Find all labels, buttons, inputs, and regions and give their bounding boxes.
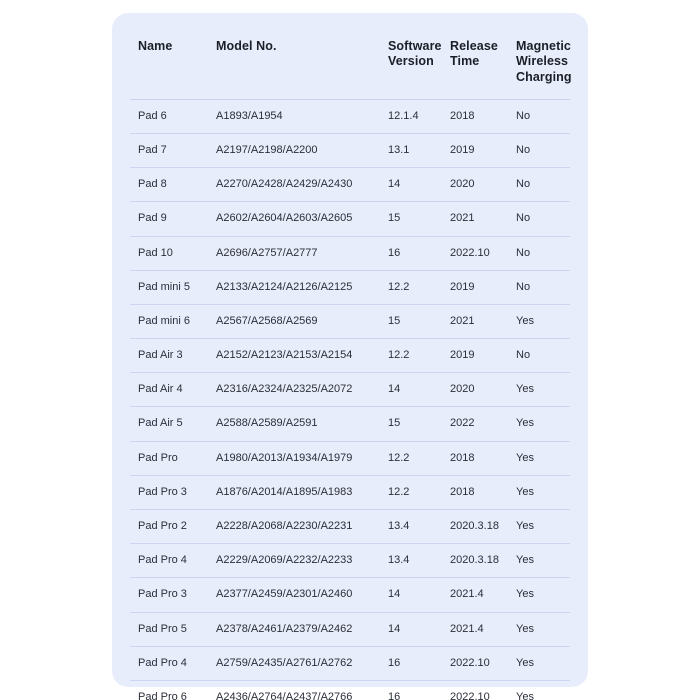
cell-magnetic: Yes — [508, 475, 570, 509]
cell-name: Pad 7 — [130, 133, 208, 167]
cell-model: A2270/A2428/A2429/A2430 — [208, 168, 380, 202]
cell-magnetic: No — [508, 339, 570, 373]
table-row — [130, 544, 570, 578]
column-header-release-time: Release Time — [450, 39, 498, 69]
cell-release: 2022 — [442, 407, 508, 441]
cell-name: Pad Pro 4 — [130, 544, 208, 578]
cell-model: A1893/A1954 — [208, 99, 380, 133]
cell-release: 2018 — [442, 441, 508, 475]
cell-release: 2021.4 — [442, 612, 508, 646]
column-header-software-version: Software Version — [388, 39, 442, 69]
cell-software: 15 — [380, 304, 442, 338]
cell-release: 2021.4 — [442, 578, 508, 612]
cell-release: 2022.10 — [450, 690, 490, 700]
table-body — [130, 99, 570, 700]
cell-software: 12.1.4 — [380, 99, 442, 133]
cell-model: A2152/A2123/A2153/A2154 — [208, 339, 380, 373]
cell-model: A2567/A2568/A2569 — [208, 304, 380, 338]
cell-model: A2197/A2198/A2200 — [208, 133, 380, 167]
cell-release: 2022.10 — [442, 236, 508, 270]
cell-magnetic: No — [508, 270, 570, 304]
cell-release: 2018 — [442, 475, 508, 509]
table-row — [130, 578, 570, 612]
cell-name: Pad 8 — [130, 168, 208, 202]
cell-name: Pad Pro — [130, 441, 208, 475]
cell-model: A2759/A2435/A2761/A2762 — [208, 646, 380, 680]
table-row — [130, 510, 570, 544]
table-row — [130, 339, 570, 373]
table-row — [130, 680, 570, 700]
cell-model: A2436/A2764/A2437/A2766 — [216, 690, 353, 700]
cell-name: Pad Air 4 — [130, 373, 208, 407]
cell-magnetic: Yes — [516, 690, 534, 700]
cell-name: Pad Pro 4 — [130, 646, 208, 680]
table-row — [130, 236, 570, 270]
table-header — [130, 13, 570, 99]
cell-software: 13.4 — [380, 510, 442, 544]
table-row — [130, 133, 570, 167]
cell-software: 15 — [380, 202, 442, 236]
table-row — [130, 202, 570, 236]
cell-software: 13.1 — [380, 133, 442, 167]
table-row — [130, 99, 570, 133]
cell-model: A2602/A2604/A2603/A2605 — [208, 202, 380, 236]
cell-magnetic: No — [508, 236, 570, 270]
cell-software: 16 — [388, 690, 401, 700]
cell-magnetic: Yes — [508, 646, 570, 680]
table-row — [130, 270, 570, 304]
cell-name: Pad Pro 3 — [130, 578, 208, 612]
table-header-row — [130, 13, 570, 99]
cell-magnetic: Yes — [508, 510, 570, 544]
table-row — [130, 612, 570, 646]
cell-name: Pad 6 — [130, 99, 208, 133]
cell-name: Pad Pro 3 — [130, 475, 208, 509]
cell-model: A2229/A2069/A2232/A2233 — [208, 544, 380, 578]
cell-model: A2377/A2459/A2301/A2460 — [208, 578, 380, 612]
table-row — [130, 475, 570, 509]
cell-software: 15 — [380, 407, 442, 441]
cell-name: Pad 10 — [130, 236, 208, 270]
cell-magnetic: Yes — [508, 407, 570, 441]
cell-release: 2020.3.18 — [442, 510, 508, 544]
cell-model: A1876/A2014/A1895/A1983 — [208, 475, 380, 509]
cell-release: 2021 — [442, 304, 508, 338]
cell-model: A1980/A2013/A1934/A1979 — [208, 441, 380, 475]
cell-magnetic: Yes — [508, 578, 570, 612]
cell-model: A2228/A2068/A2230/A2231 — [208, 510, 380, 544]
device-spec-table — [130, 13, 570, 700]
cell-software: 13.4 — [380, 544, 442, 578]
cell-model: A2378/A2461/A2379/A2462 — [208, 612, 380, 646]
cell-name: Pad 9 — [130, 202, 208, 236]
cell-release: 2021 — [442, 202, 508, 236]
cell-release: 2020 — [442, 168, 508, 202]
cell-magnetic: No — [508, 99, 570, 133]
cell-magnetic: Yes — [508, 544, 570, 578]
cell-release: 2019 — [442, 339, 508, 373]
cell-release: 2020.3.18 — [442, 544, 508, 578]
cell-magnetic: Yes — [508, 612, 570, 646]
cell-software: 14 — [380, 373, 442, 407]
cell-name: Pad Pro 6 — [138, 690, 187, 700]
cell-release: 2019 — [442, 133, 508, 167]
cell-software: 12.2 — [380, 339, 442, 373]
table-row — [130, 304, 570, 338]
table-row — [130, 373, 570, 407]
cell-magnetic: Yes — [508, 304, 570, 338]
cell-magnetic: No — [508, 168, 570, 202]
cell-release: 2019 — [442, 270, 508, 304]
table-row — [130, 407, 570, 441]
cell-software: 14 — [380, 578, 442, 612]
cell-software: 14 — [380, 168, 442, 202]
column-header-name: Name — [138, 39, 173, 53]
cell-magnetic: Yes — [508, 441, 570, 475]
cell-software: 14 — [380, 612, 442, 646]
cell-name: Pad Air 3 — [130, 339, 208, 373]
cell-software: 16 — [380, 236, 442, 270]
cell-name: Pad mini 6 — [130, 304, 208, 338]
cell-model: A2696/A2757/A2777 — [208, 236, 380, 270]
cell-magnetic: No — [508, 133, 570, 167]
cell-release: 2018 — [442, 99, 508, 133]
cell-software: 16 — [380, 646, 442, 680]
cell-software: 12.2 — [380, 475, 442, 509]
cell-model: A2316/A2324/A2325/A2072 — [208, 373, 380, 407]
cell-model: A2133/A2124/A2126/A2125 — [208, 270, 380, 304]
cell-model: A2588/A2589/A2591 — [208, 407, 380, 441]
cell-release: 2020 — [442, 373, 508, 407]
cell-name: Pad Pro 5 — [130, 612, 208, 646]
column-header-magnetic-wireless-charging: Magnetic Wireless Charging — [516, 39, 572, 84]
cell-magnetic: No — [508, 202, 570, 236]
spec-table-card — [112, 13, 588, 700]
cell-magnetic: Yes — [508, 373, 570, 407]
cell-software: 12.2 — [380, 441, 442, 475]
column-header-model: Model No. — [216, 39, 277, 53]
cell-name: Pad mini 5 — [130, 270, 208, 304]
cell-name: Pad Air 5 — [130, 407, 208, 441]
table-row — [130, 646, 570, 680]
table-row — [130, 441, 570, 475]
cell-name: Pad Pro 2 — [130, 510, 208, 544]
cell-software: 12.2 — [380, 270, 442, 304]
cell-release: 2022.10 — [442, 646, 508, 680]
table-row — [130, 168, 570, 202]
